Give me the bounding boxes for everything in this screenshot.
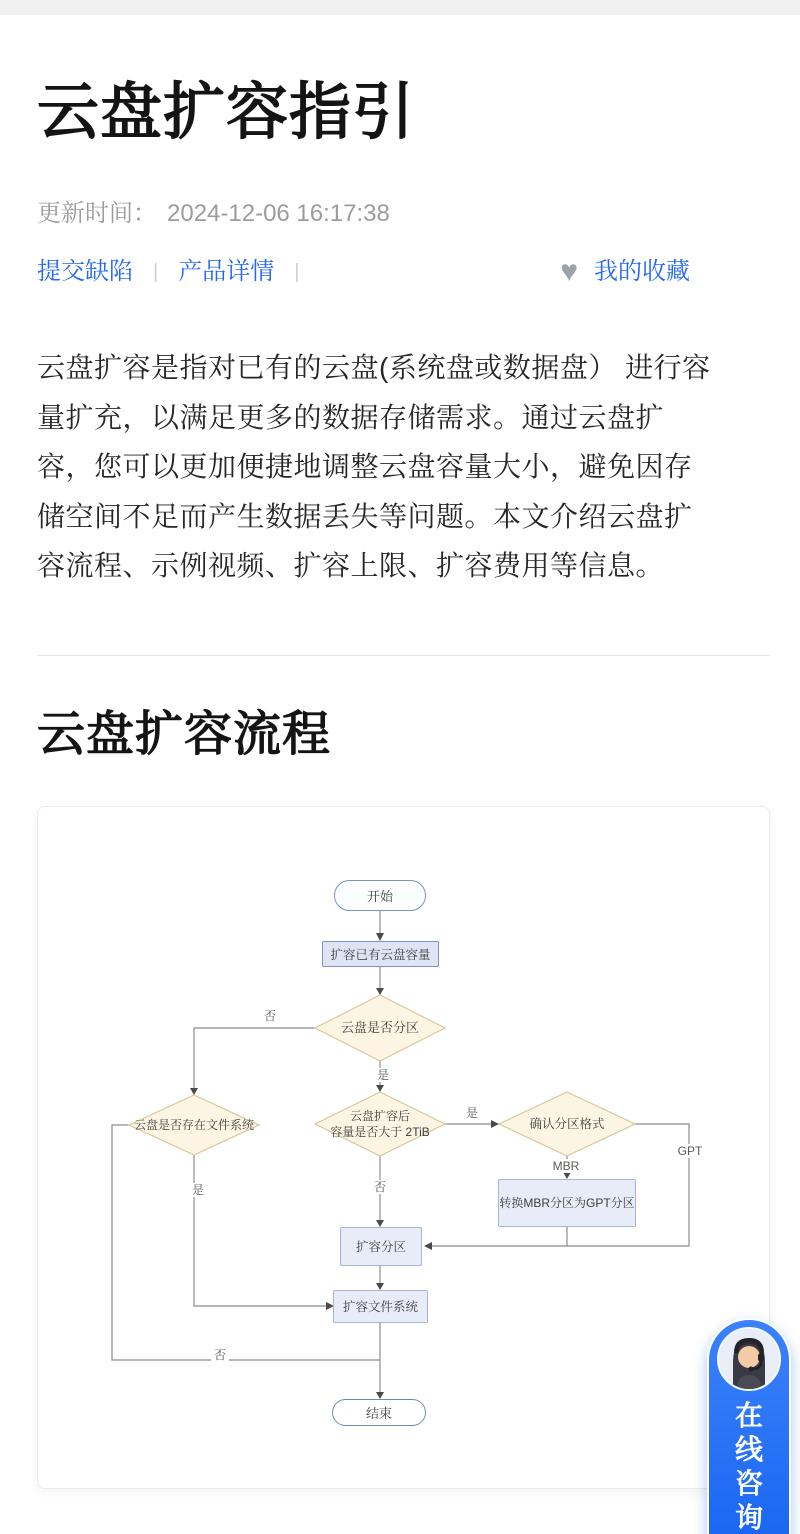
favorites-group bbox=[560, 257, 690, 287]
intro-line: 云盘扩容是指对已有的云盘(系统盘或数据盘） 进行容 bbox=[37, 352, 711, 383]
flow-node-end: 结束 bbox=[332, 1399, 426, 1426]
edge-label-no: 否 bbox=[371, 1180, 389, 1194]
agent-avatar-icon bbox=[719, 1329, 779, 1389]
chat-char: 在 bbox=[734, 1400, 763, 1431]
flow-node-is-partitioned-label: 云盘是否分区 bbox=[340, 1019, 419, 1035]
agent-avatar bbox=[717, 1327, 781, 1391]
flow-node-expand-filesystem: 扩容文件系统 bbox=[333, 1290, 428, 1323]
link-separator: | bbox=[294, 261, 300, 283]
flow-node-gt-2tib-label bbox=[315, 1092, 445, 1156]
edge-label-yes: 是 bbox=[189, 1183, 207, 1197]
intro-line: 容流程、示例视频、扩容上限、扩容费用等信息。 bbox=[37, 550, 665, 581]
edge-label-no: 否 bbox=[211, 1348, 229, 1362]
my-favorites-link[interactable]: 我的收藏 bbox=[594, 258, 690, 285]
update-time-row bbox=[37, 199, 770, 229]
product-details-link[interactable]: 产品详情 bbox=[178, 258, 275, 285]
page-title: 云盘扩容指引 bbox=[37, 78, 416, 147]
edge-label-no: 否 bbox=[261, 1009, 279, 1023]
section-divider bbox=[37, 655, 770, 656]
flow-node-has-filesystem-label: 云盘是否存在文件系统 bbox=[133, 1117, 254, 1132]
intro-paragraph bbox=[37, 343, 770, 591]
main-content bbox=[0, 15, 800, 1489]
intro-line: 量扩充，以满足更多的数据存储需求。通过云盘扩 bbox=[37, 401, 665, 433]
edge-label-yes: 是 bbox=[374, 1068, 392, 1082]
intro-line: 容，您可以更加便捷地调整云盘容量大小，避免因存 bbox=[37, 451, 693, 482]
update-time-label: 更新时间： bbox=[37, 200, 157, 227]
flowchart-card bbox=[37, 806, 770, 1489]
action-links-row bbox=[37, 257, 770, 287]
flow-node-start: 开始 bbox=[334, 880, 426, 911]
flow-node-expand-partition: 扩容分区 bbox=[340, 1227, 422, 1266]
submit-defect-link[interactable]: 提交缺陷 bbox=[37, 258, 133, 285]
flow-node-convert-mbr: 转换MBR分区为GPT分区 bbox=[498, 1179, 636, 1227]
chat-char: 线 bbox=[734, 1434, 763, 1465]
link-separator: | bbox=[153, 261, 159, 283]
gt-2tib-line2: 容量是否大于 2TiB bbox=[330, 1124, 430, 1139]
chat-char: 询 bbox=[734, 1502, 763, 1533]
heart-icon[interactable]: ♥ bbox=[560, 255, 578, 288]
edge-label-gpt: GPT bbox=[675, 1144, 706, 1158]
flow-node-resize-disk: 扩容已有云盘容量 bbox=[322, 941, 439, 967]
flow-node-confirm-format-label: 确认分区格式 bbox=[529, 1116, 605, 1131]
intro-line: 储空间不足而产生数据丢失等问题。本文介绍云盘扩 bbox=[37, 500, 693, 532]
chat-button-label bbox=[735, 1399, 763, 1534]
gt-2tib-line1: 云盘扩容后 bbox=[349, 1108, 410, 1123]
top-bar bbox=[0, 0, 800, 15]
online-chat-button[interactable] bbox=[707, 1318, 791, 1534]
update-time-value: 2024-12-06 16:17:38 bbox=[167, 200, 390, 227]
chat-char: 咨 bbox=[734, 1468, 763, 1499]
edge-label-mbr: MBR bbox=[550, 1159, 583, 1173]
section-heading: 云盘扩容流程 bbox=[37, 707, 332, 761]
edge-label-yes: 是 bbox=[463, 1106, 481, 1120]
